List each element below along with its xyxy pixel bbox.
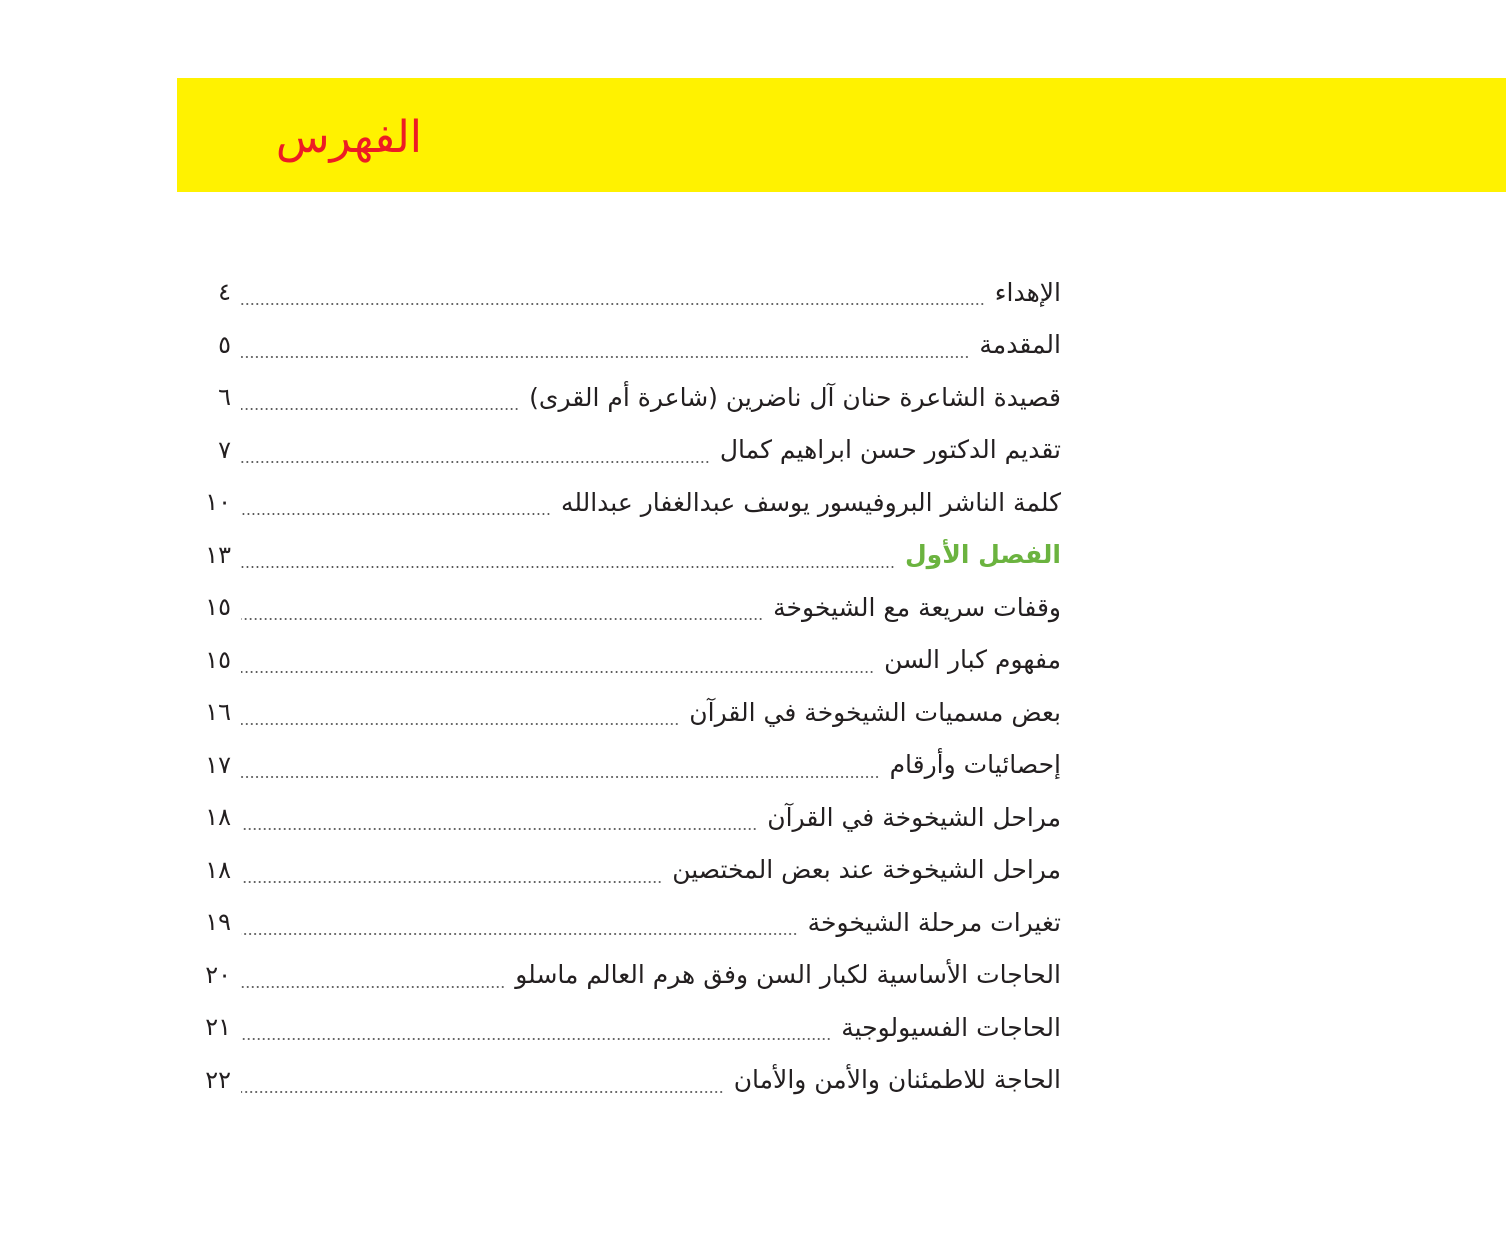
toc-page-number: ١٣ — [205, 540, 231, 569]
dot-leader — [241, 723, 679, 725]
toc-page-number: ١٥ — [205, 593, 231, 622]
toc-row[interactable] — [195, 266, 1061, 319]
toc-entry-title: تقديم الدكتور حسن ابراهيم كمال — [719, 435, 1061, 465]
toc-page-number: ٢٠ — [205, 960, 231, 989]
toc-page-number: ١٧ — [205, 750, 231, 779]
toc-page-number: ١٠ — [205, 488, 231, 517]
toc-row[interactable] — [195, 739, 1061, 792]
page-title: الفهرس — [275, 112, 422, 163]
toc-entry-title: الإهداء — [994, 277, 1061, 307]
toc-row[interactable] — [195, 896, 1061, 949]
toc-entry-title: بعض مسميات الشيخوخة في القرآن — [689, 697, 1061, 727]
toc-page-number: ٢١ — [205, 1013, 231, 1042]
toc-entry-title: المقدمة — [979, 330, 1061, 360]
toc-row[interactable] — [195, 371, 1061, 424]
toc-page-number: ١٨ — [205, 803, 231, 832]
toc-entry-title: الحاجات الفسيولوجية — [841, 1012, 1061, 1042]
toc-row[interactable] — [195, 634, 1061, 687]
dot-leader — [241, 461, 710, 463]
dot-leader — [241, 776, 880, 778]
dot-leader — [241, 1091, 724, 1093]
toc-entry-title: الحاجات الأساسية لكبار السن وفق هرم العالم ماسلو — [515, 960, 1061, 990]
toc-row[interactable] — [195, 686, 1061, 739]
toc-page-number: ٥ — [218, 330, 231, 359]
toc-entry-title: قصيدة الشاعرة حنان آل ناضرين (شاعرة أم القرى) — [529, 382, 1061, 412]
toc-entry-title: مراحل الشيخوخة في القرآن — [767, 802, 1061, 832]
toc-row[interactable] — [195, 319, 1061, 372]
dot-leader — [241, 303, 985, 305]
toc-row[interactable] — [195, 1054, 1061, 1107]
dot-leader — [241, 933, 798, 935]
dot-leader — [241, 671, 874, 673]
dot-leader — [241, 881, 662, 883]
toc-chapter-title: الفصل الأول — [904, 540, 1061, 570]
toc-entry-title: كلمة الناشر البروفيسور يوسف عبدالغفار عبدالله — [560, 487, 1061, 517]
toc-entry-title: الحاجة للاطمئنان والأمن والأمان — [733, 1065, 1061, 1095]
dot-leader — [241, 618, 763, 620]
dot-leader — [241, 356, 969, 358]
toc-page-number: ٧ — [218, 435, 231, 464]
toc-entry-title: وقفات سريعة مع الشيخوخة — [773, 592, 1061, 622]
toc-row[interactable] — [195, 476, 1061, 529]
toc-entry-title: تغيرات مرحلة الشيخوخة — [807, 907, 1061, 937]
toc-page-number: ١٦ — [205, 698, 231, 727]
dot-leader — [241, 408, 519, 410]
dot-leader — [241, 513, 551, 515]
dot-leader — [241, 566, 895, 568]
toc-entry-title: مراحل الشيخوخة عند بعض المختصين — [672, 855, 1061, 885]
dot-leader — [241, 1038, 831, 1040]
toc-row[interactable] — [195, 791, 1061, 844]
toc-entry-title: إحصائيات وأرقام — [889, 750, 1061, 780]
toc-row-chapter[interactable] — [195, 529, 1061, 582]
toc-page-number: ٢٢ — [205, 1065, 231, 1094]
dot-leader — [241, 986, 505, 988]
toc-row[interactable] — [195, 581, 1061, 634]
toc-page-number: ١٨ — [205, 855, 231, 884]
table-of-contents — [195, 266, 1061, 1106]
toc-page-number: ١٥ — [205, 645, 231, 674]
dot-leader — [241, 828, 757, 830]
toc-row[interactable] — [195, 424, 1061, 477]
toc-row[interactable] — [195, 1001, 1061, 1054]
toc-page-number: ٦ — [218, 383, 231, 412]
toc-page-number: ١٩ — [205, 908, 231, 937]
toc-entry-title: مفهوم كبار السن — [884, 645, 1061, 675]
toc-page-number: ٤ — [218, 278, 231, 307]
toc-row[interactable] — [195, 844, 1061, 897]
toc-row[interactable] — [195, 949, 1061, 1002]
